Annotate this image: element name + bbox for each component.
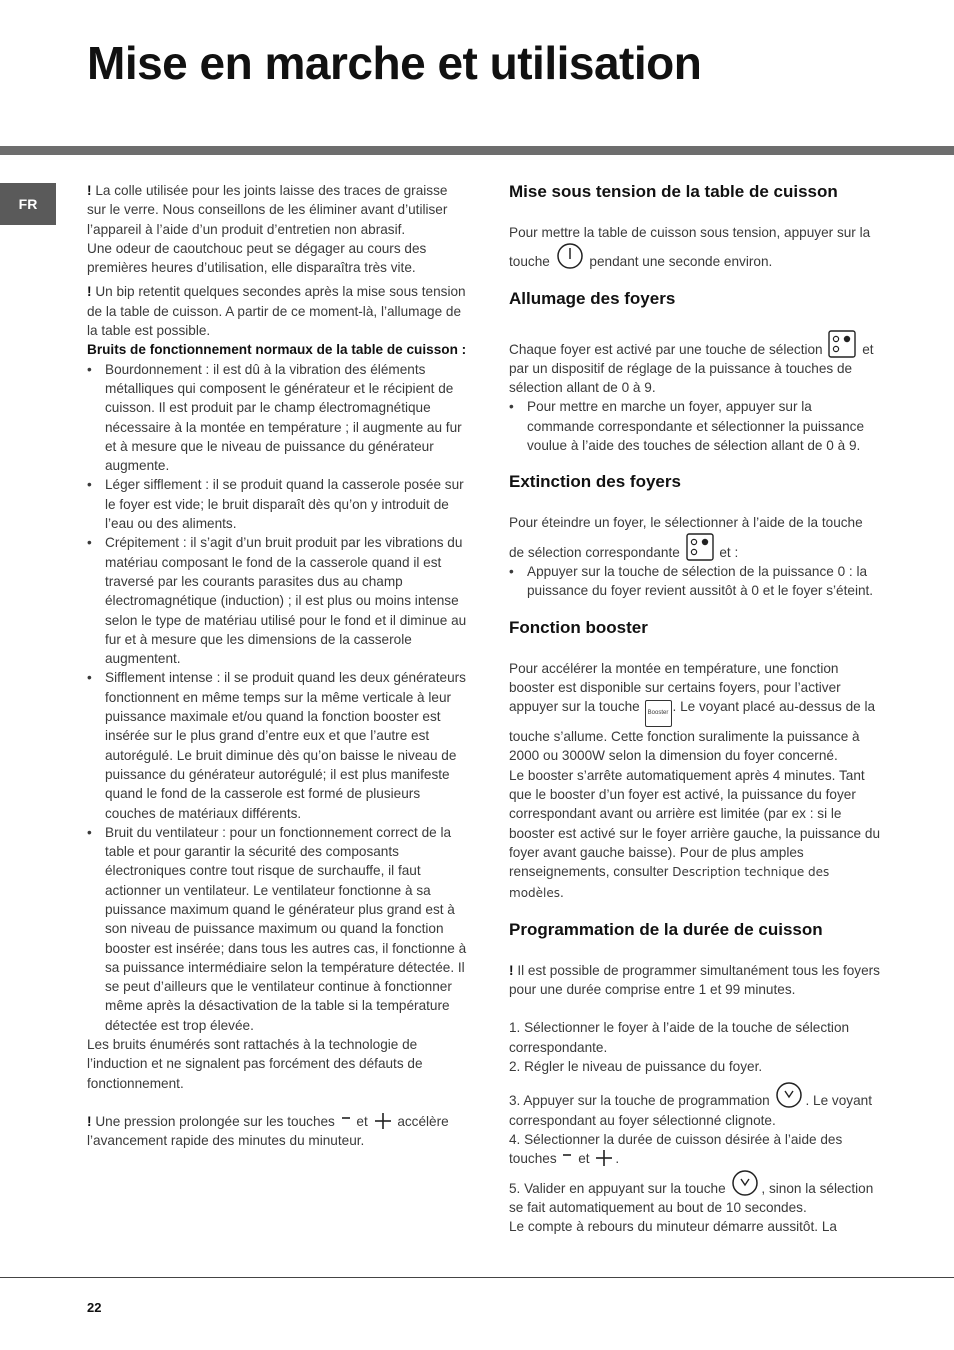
plus-icon [374,1112,392,1130]
booster-key-icon: Booster [645,700,672,727]
list-item: • Pour mettre en marche un foyer, appuyer sur la commande correspondante et sélectionner la puissance voulue à l’aide des touches de sélection allant de 0 à 9. [509,397,881,455]
left-column [87,181,467,1151]
list-item: • Léger sifflement : il se produit quand la casserole posée sur le foyer est vide; le bruit disparaît dès qu’on y introduit de l’eau ou des aliments. [87,475,467,533]
long-press-note: ! Une pression prolongée sur les touches et accélère l’avancement rapide des minutes du minuteur. [87,1113,449,1149]
warning-mark: ! [87,183,96,198]
page-number: 22 [87,1300,102,1315]
noise-list [87,360,467,1035]
warning-mark: ! [509,962,518,978]
step-1: 1. Sélectionner le foyer à l’aide de la touche de sélection correspondante. [509,1020,850,1055]
timer-icon [731,1169,759,1197]
model-description-reference: Description technique des modèles [509,865,830,900]
power-icon [556,242,584,270]
countdown-note: Le compte à rebours du minuteur démarre aussitôt. La [509,1219,837,1235]
section-ignition: Allumage des foyers Chaque foyer est activé par une touche de sélection et par un dispositif de réglage de la puissance à touches de sélection allant de 0 à 9. • Pour mettre en marche un foyer, appuyer sur la commande correspondante et sélectionner la puissance voulue à l’aide des touches de sélection allant de 0 à 9. [509,288,881,456]
zone-selector-icon [686,533,714,561]
section-programming: Programmation de la durée de cuisson ! Il est possible de programmer simultanément tous les foyers pour une durée comprise entre 1 et 99 minutes. 1. Sélectionner le foyer à l’aide de la touche de sélection correspondante. 2. Régler le niveau de puissance du foyer. 3. Appuyer sur la touche de programmation . Le voyant correspondant au foyer sélectionné clignote. 4. Sélectionner la durée de cuisson désirée à l’aide des touches et . 5. Valider en appuyant sur la touche , sinon la sélection se fait automatiquement au bout de 10 secondes. Le compte à rebours du minuteur démarre aussitôt. La [509,919,881,1237]
glue-note: ! La colle utilisée pour les joints laisse des traces de graisse sur le verre. Nous conseillons de les éliminer avant d’utiliser l’appareil à l’aide d’un produit d’entretien non abrasif. [87,183,448,237]
section-extinction: Extinction des foyers Pour éteindre un foyer, le sélectionner à l’aide de la touche de sélection correspondante et : • Appuyer sur la touche de sélection de la puissance 0 : la puissance du foyer revient aussitôt à 0 et le foyer s’éteint. [509,471,881,600]
title-divider [0,146,954,155]
list-item: • Appuyer sur la touche de sélection de la puissance 0 : la puissance du foyer revient aussitôt à 0 et le foyer s’éteint. [509,562,881,601]
section-power-on: Mise sous tension de la table de cuisson Pour mettre la table de cuisson sous tension, appuyer sur la touche pendant une seconde environ. [509,181,881,272]
list-item: • Bruit du ventilateur : pour un fonctionnement correct de la table et pour garantir la sécurité des composants électroniques contre tout risque de surchauffe, il faut actionner un ventilateur. Le ventilateur fonctionne à sa puissance maximum quand le générateur plus grand est à son niveau de puissance maximum ou quand la fonction booster est insérée; dans tous les autres cas, il fonctionne à sa puissance intermédiaire selon la température détectée. Il se peut d’ailleurs que le ventilateur continue à fonctionner même après la désactivation de la table si la température détectée est trop élevée. [87,823,467,1035]
section-booster: Fonction booster Pour accélérer la montée en température, une fonction booster est disponible sur certains foyers, pour l’activer appuyer sur la touche Booster . Le voyant placé au-dessus de la touche s’allume. Cette fonction suralimente la puissance à 2000 ou 3000W selon la dimension du foyer concerné. Le booster s’arrête automatiquement après 4 minutes. Tant que le booster d’un foyer est activé, la puissance du foyer correspondant avant ou arrière est limitée (par ex : si le booster est activé sur le foyer arrière gauche, la puissance du foyer avant gauche baisse). Pour de plus amples renseignements, consulter Description technique des modèles. [509,617,881,900]
page-title: Mise en marche et utilisation [87,37,702,89]
minus-icon [562,1151,572,1167]
language-tab: FR [0,183,56,225]
step-3: 3. Appuyer sur la touche de programmation . Le voyant correspondant au foyer sélectionné clignote. [509,1081,881,1130]
section-title: Fonction booster [509,617,648,637]
odor-note: Une odeur de caoutchouc peut se dégager au cours des premières heures d’utilisation, elle disparaîtra très vite. [87,240,427,276]
step-5: 5. Valider en appuyant sur la touche , sinon la sélection se fait automatiquement au bout de 10 secondes. [509,1169,881,1218]
section-title: Mise sous tension de la table de cuisson [509,182,838,201]
noise-footer: Les bruits énumérés sont rattachés à la technologie de l’induction et ne signalent pas forcément des défauts de fonctionnement. [87,1037,423,1091]
timer-icon [775,1081,803,1109]
noise-heading: Bruits de fonctionnement normaux de la table de cuisson : [87,342,467,358]
plus-icon [595,1149,613,1167]
section-title: Extinction des foyers [509,472,681,492]
minus-icon [341,1114,351,1130]
beep-note: ! Un bip retentit quelques secondes après la mise sous tension de la table de cuisson. A partir de ce moment-là, l’allumage de la table est possible. [87,284,466,339]
right-column [509,181,881,1236]
section-title: Allumage des foyers [509,288,676,308]
step-4: 4. Sélectionner la durée de cuisson désirée à l’aide des touches et . [509,1131,843,1167]
footer-divider [0,1277,954,1278]
zone-selector-icon [828,330,856,358]
list-item: • Crépitement : il s’agit d’un bruit produit par les vibrations du matériau composant le fond de la casserole quand il est traversé par les courants parasites dus au champ électromagnétique (induction) ; il est plus ou moins intense selon le type de matériau utilisé pour le fond et il diminue au fur et à mesure que les dimensions de la casserole augmentent. [87,533,467,668]
list-item: • Sifflement intense : il se produit quand les deux générateurs fonctionnent en même temps sur la même verticale à leur puissance maximale et/ou quand la fonction booster est insérée sur le plus grand d’entre eux et que l’autre est autorégulé. Le bruit diminue dès qu’on baisse le niveau de puissance du générateur autorégulé; il est plus manifeste quand le fond de la casserole est formé de plusieurs couches de matériaux différents. [87,668,467,822]
list-item: • Bourdonnement : il est dû à la vibration des éléments métalliques qui composent le générateur et le récipient de cuisson. Il est produit par le champ électromagnétique nécessaire à la montée en température ; il augmente au fur et à mesure que le niveau de puissance du générateur augmente. [87,360,467,476]
section-title: Programmation de la durée de cuisson [509,919,823,939]
warning-mark: ! [87,284,96,300]
step-2: 2. Régler le niveau de puissance du foyer. [509,1059,763,1075]
warning-mark: ! [87,1113,96,1129]
